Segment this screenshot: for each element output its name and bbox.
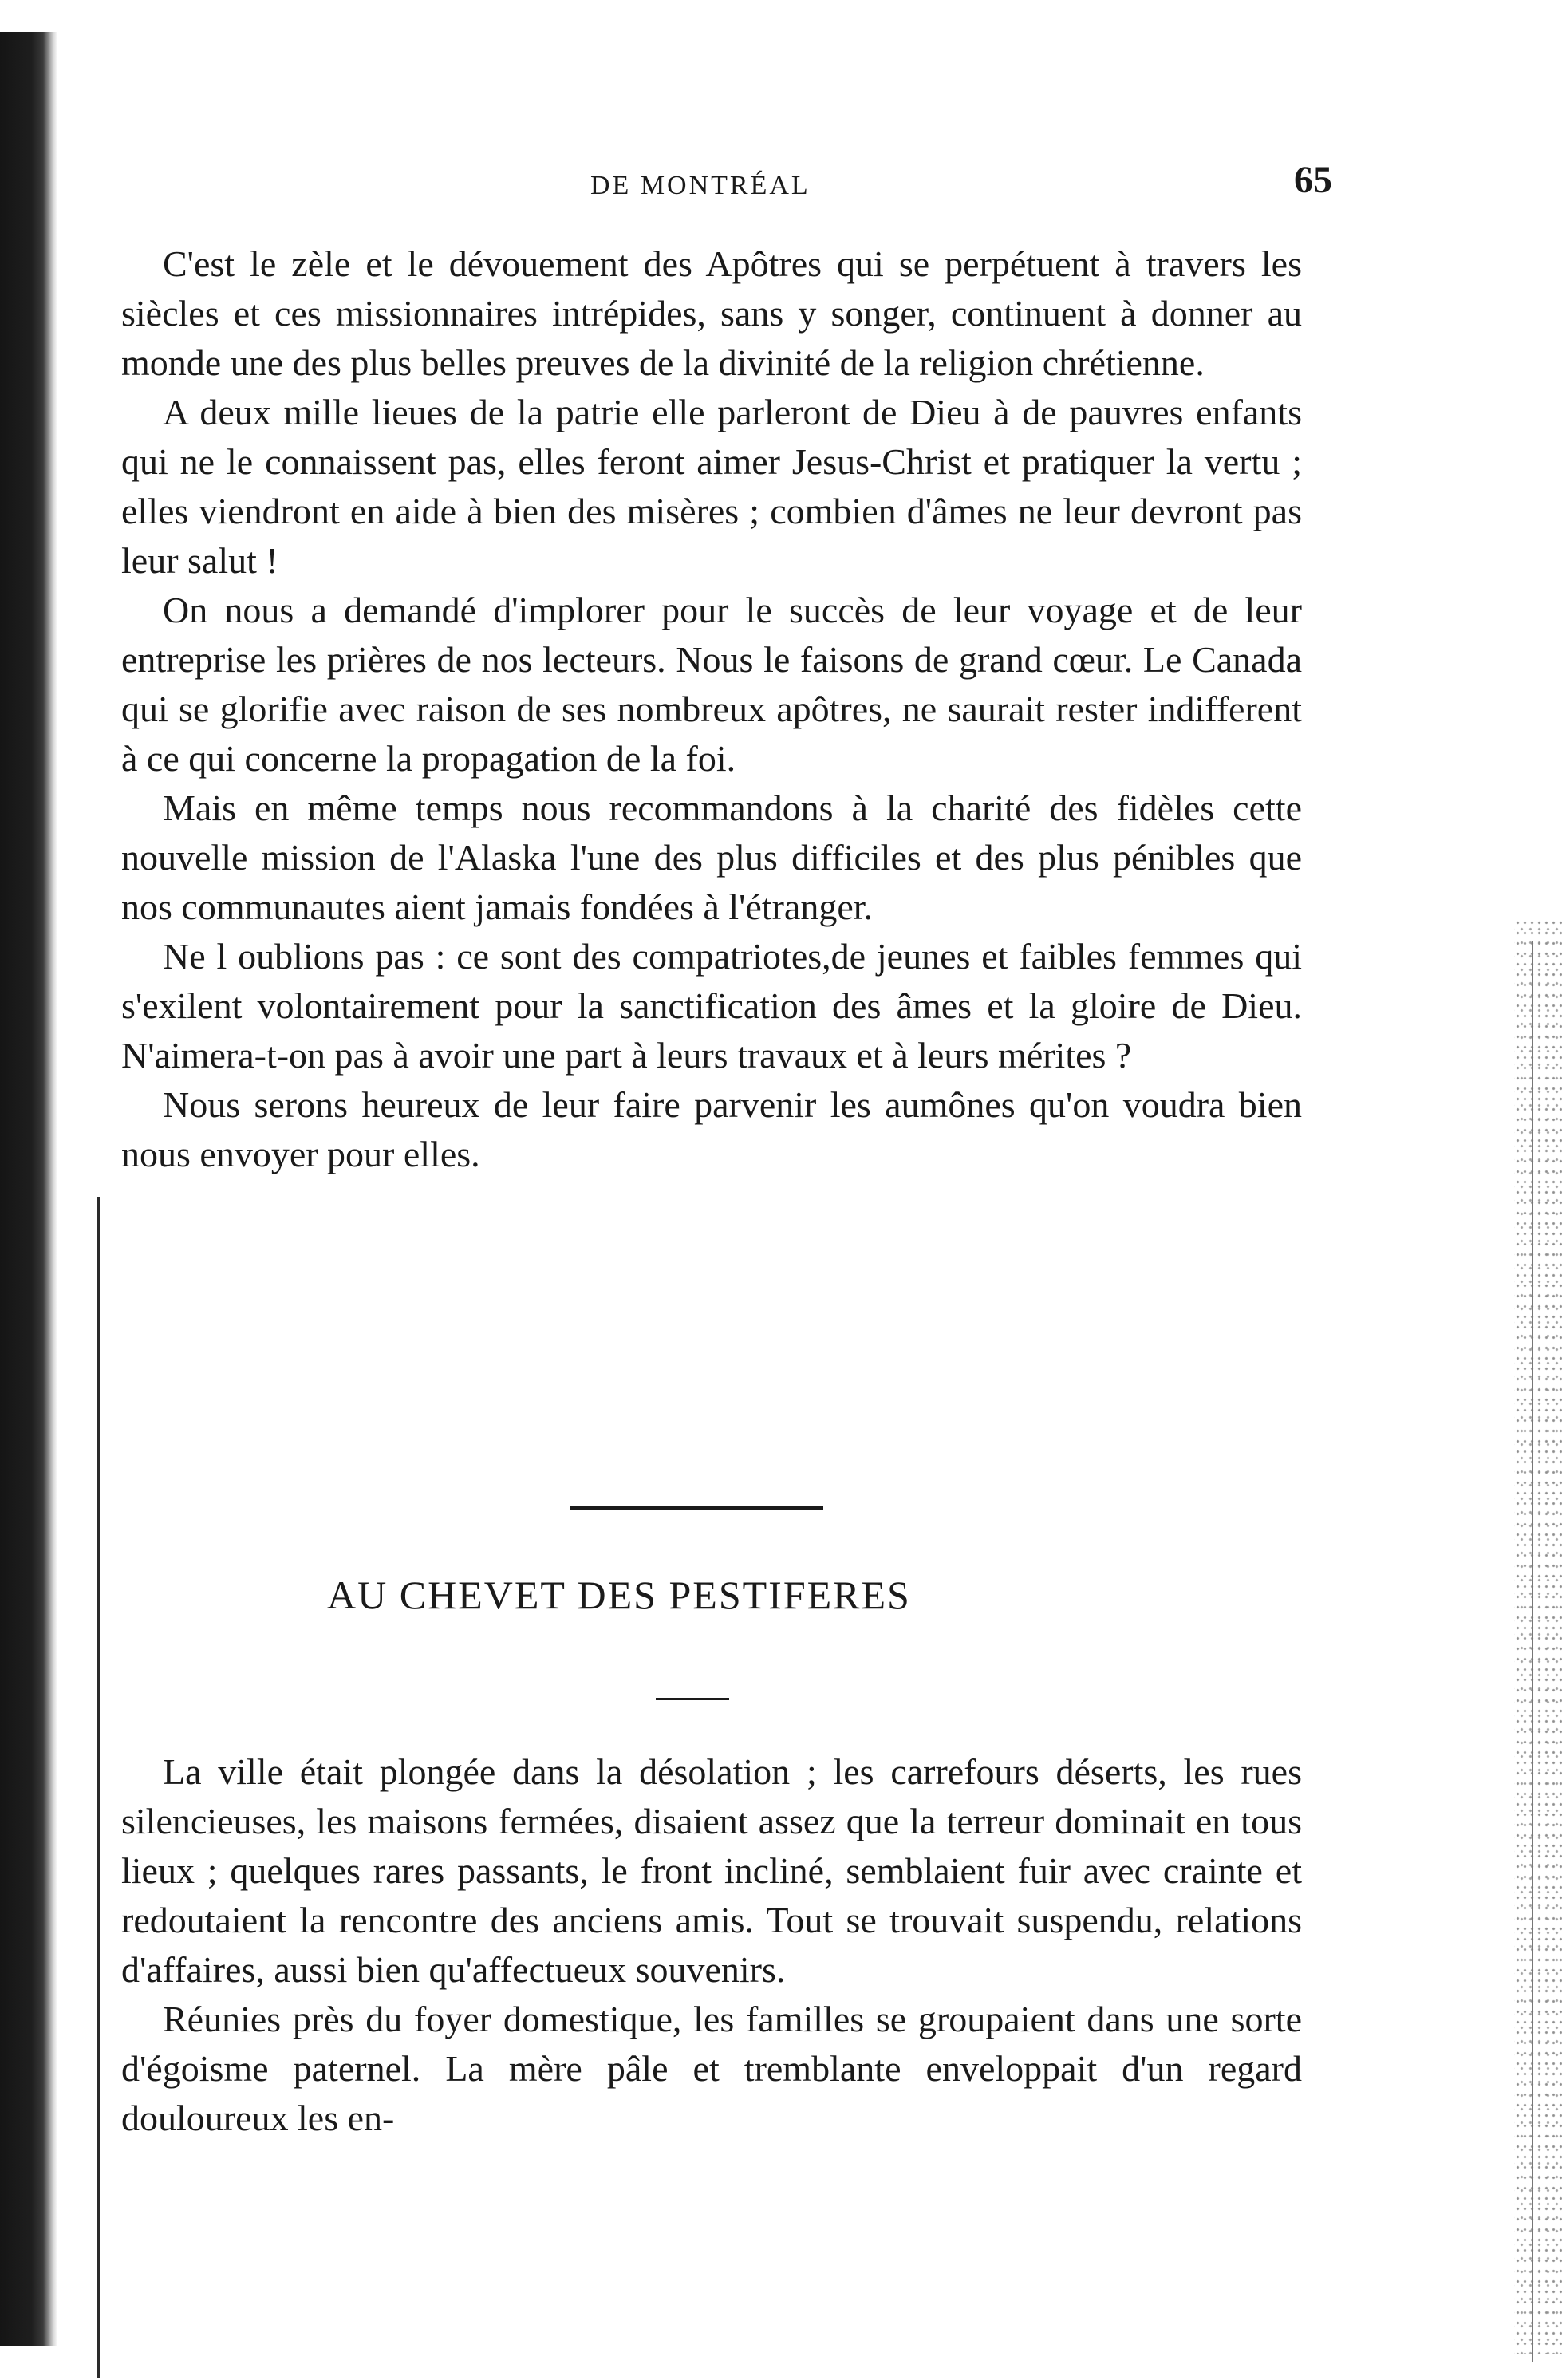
paragraph: Nous serons heureux de leur faire parvenir les aumônes qu'on voudra bien nous envoyer pour elles. <box>121 1084 1302 1174</box>
page-edge-speckle <box>1514 918 1562 2354</box>
article-body-top <box>121 239 1302 1179</box>
paragraph: La ville était plongée dans la désolation ; les carrefours déserts, les rues silencieuses, les maisons fermées, disaient assez que la terreur dominait en tous lieux ; quelques rares passants, le front incliné, semblaient fuir avec crainte et redoutaient la rencontre des anciens amis. Tout se trouvait suspendu, relations d'affaires, aussi bien qu'affectueux souvenirs. <box>121 1751 1302 1990</box>
paragraph: Mais en même temps nous recommandons à la charité des fidèles cette nouvelle mission de l'Alaska l'une des plus difficiles et des plus pénibles que nos communautes aient jamais fondées à l'étranger. <box>121 787 1302 927</box>
page-number: 65 <box>1294 159 1332 201</box>
margin-line <box>97 1197 100 2378</box>
paragraph: Ne l oublions pas : ce sont des compatriotes,de jeunes et faibles femmes qui s'exilent volontairement pour la sanctification des âmes et la gloire de Dieu. N'aimera-t-on pas à avoir une part à leurs travaux et à leurs mérites ? <box>121 936 1302 1076</box>
paragraph: C'est le zèle et le dévouement des Apôtres qui se perpétuent à travers les siècles et ces missionnaires intrépides, sans y songer, continuent à donner au monde une des plus belles preuves de la divinité de la religion chrétienne. <box>121 243 1302 383</box>
page-edge-rule <box>1532 941 1533 2362</box>
running-head <box>120 158 1332 206</box>
article-body-bottom <box>121 1747 1302 2143</box>
paragraph: Réunies près du foyer domestique, les familles se groupaient dans une sorte d'égoisme paternel. La mère pâle et tremblante enveloppait d'un regard douloureux les en- <box>121 1999 1302 2138</box>
running-title: DE MONTRÉAL <box>590 171 811 200</box>
title-underline <box>656 1698 729 1700</box>
binding-shadow <box>0 32 57 2346</box>
section-title: AU CHEVET DES PESTIFERES <box>327 1573 911 1617</box>
paragraph: On nous a demandé d'implorer pour le succès de leur voyage et de leur entreprise les prières de nos lecteurs. Nous le faisons de grand cœur. Le Canada qui se glorifie avec raison de ses nombreux apôtres, ne saurait rester indifferent à ce qui concerne la propagation de la foi. <box>121 590 1302 779</box>
paragraph: A deux mille lieues de la patrie elle parleront de Dieu à de pauvres enfants qui ne le connaissent pas, elles feront aimer Jesus-Christ et pratiquer la vertu ; elles viendront en aide à bien des misères ; combien d'âmes ne leur devront pas leur salut ! <box>121 392 1302 581</box>
section-divider <box>570 1506 823 1510</box>
